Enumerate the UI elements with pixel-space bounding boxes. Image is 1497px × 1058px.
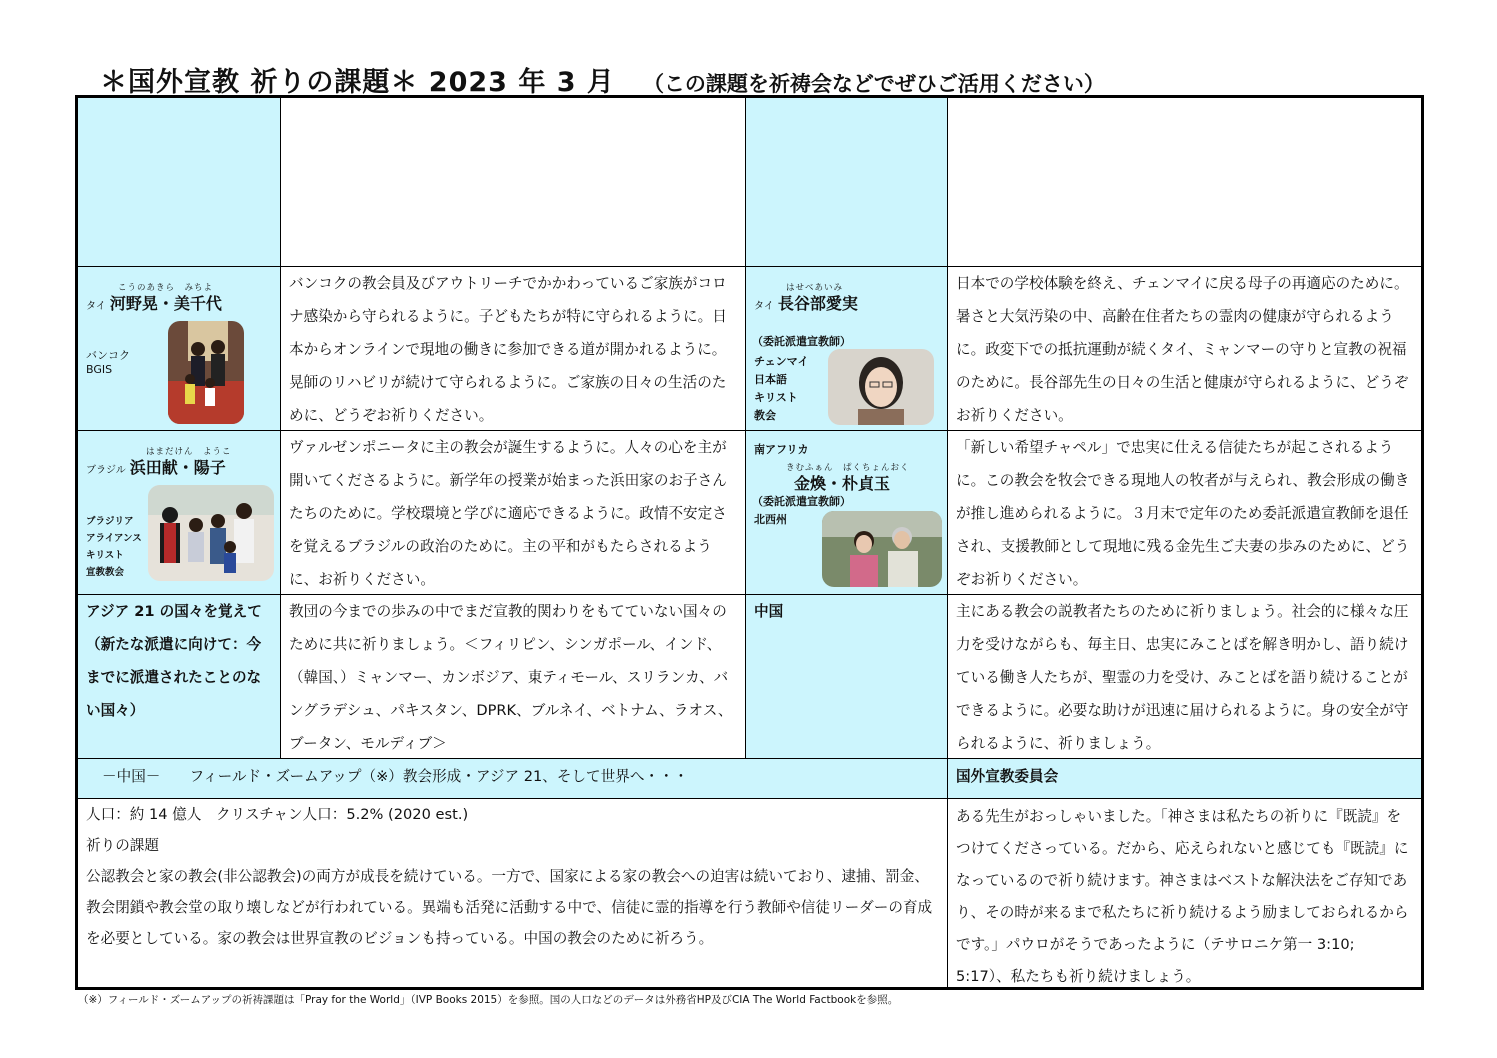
kono-place: バンコク BGIS [86,349,130,376]
field-zoomup-body [78,799,948,987]
hamada-name: 浜田献・陽子 [129,458,226,477]
title-main: ＊国外宣教 祈りの課題＊ 2023 年 3 月 [100,67,615,98]
prayer-topic-label: 祈りの課題 [86,837,159,854]
field-zoomup-heading: －中国－ フィールド・ズームアップ（※）教会形成・アジア 21、そして世界へ・・・ [78,759,948,799]
hasebe-role: （委託派遣宣教師） [752,335,851,348]
hasebe-place: チェンマイ 日本語 キリスト 教会 [754,355,809,422]
kim-place: 北西州 [754,513,787,526]
missionary-kim-cell [746,431,948,595]
hamada-family-photo [148,485,274,581]
hamada-place: ブラジリア アライアンス キリスト 宣教教会 [86,516,142,578]
blank-cell-1 [78,98,281,267]
kono-country: タイ [86,301,106,312]
hamada-country: ブラジル [86,465,126,476]
china-population: 人口：約 14 億人 クリスチャン人口：5.2% (2020 est.) [86,806,469,823]
footnote: （※）フィールド・ズームアップの祈祷課題は「Pray for the World」（IVP Books 2015）を参照。国の人口などのデータは外務省HP及びCIA The World Factbookを参照。 [78,994,899,1006]
hamada-prayer-text: ヴァルゼンポニータに主の教会が誕生するように。人々の心を主が開いてくださるように。新学年の授業が始まった浜田家のお子さんたちのために。学校環境と学びに適応できるように。政情不安定さを覚えるブラジルの政治のために。主の平和がもたらされるように、お祈りください。 [281,431,746,595]
hasebe-photo [828,349,934,425]
kim-prayer-text: 「新しい希望チャペル」で忠実に仕える信徒たちが起こされるように。この教会を牧会できる現地人の牧者が与えられ、教会形成の働きが推し進められるように。３月末で定年のため委託派遣宣教師を退任され、支援教師として現地に残る金先生ご夫妻の歩みのために、どうぞお祈りください。 [948,431,1421,595]
kono-prayer-text: バンコクの教会員及びアウトリーチでかかわっているご家族がコロナ感染から守られるように。子どもたちが特に守られるように。日本からオンラインで現地の働きに参加できる道が開かれるように。晃師のリハビリが続けて守られるように。ご家族の日々の生活のために、どうぞお祈りください。 [281,267,746,431]
missionary-hasebe-cell [746,267,948,431]
missionary-kono-cell [78,267,281,431]
kim-name: 金煥・朴貞玉 [794,474,891,493]
blank-cell-3 [746,98,948,267]
hasebe-prayer-text: 日本での学校体験を終え、チェンマイに戻る母子の再適応のために。暑さと大気汚染の中、高齢在住者たちの霊肉の健康が守られるように。政変下での抵抗運動が続くタイ、ミャンマーの守りと宣教の祝福のために。長谷部先生の日々の生活と健康が守られるように、どうぞお祈りください。 [948,267,1421,431]
title-subtitle: （この課題を祈祷会などでぜひご活用ください） [642,72,1105,96]
blank-cell-4 [948,98,1421,267]
missionary-hamada-cell [78,431,281,595]
blank-cell-2 [281,98,746,267]
hasebe-name: 長谷部愛実 [777,294,858,313]
china-prayer-body: 公認教会と家の教会(非公認教会)の両方が成長を続けている。一方で、国家による家の教会への迫害は続いており、逮捕、罰金、教会閉鎖や教会堂の取り壊しなどが行われている。異端も活発に活動する中で、信徒に霊的指導を行う教師や信徒リーダーの育成を必要としている。家の教会は世界宣教のビジョンも持っている。中国の教会のために祈ろう。 [86,868,933,947]
hamada-name-line [86,455,226,478]
page-title [100,60,1105,98]
asia21-label: アジア 21 の国々を覚えて（新たな派遣に向けて：今までに派遣されたことのない国々） [78,595,281,759]
asia21-prayer-text: 教団の今までの歩みの中でまだ宣教的関わりをもてていない国々のために共に祈りましょう。＜フィリピン、シンガポール、インド、（韓国、）ミャンマー、カンボジア、東ティモール、スリランカ、バングラデシュ、パキスタン、DPRK、ブルネイ、ベトナム、ラオス、ブータン、モルディブ＞ [281,595,746,759]
china-label: 中国 [746,595,948,759]
kim-role: （委託派遣宣教師） [752,495,851,508]
hasebe-country: タイ [754,301,774,312]
kim-ruby: きむふぁん ぱくちょんおく [786,463,910,473]
kono-name: 河野晃・美千代 [109,294,222,313]
kono-family-photo [168,321,244,424]
kono-ruby: こうのあきら みちよ [118,283,214,293]
china-prayer-text: 主にある教会の説教者たちのために祈りましょう。社会的に様々な圧力を受けながらも、毎主日、忠実にみことばを解き明かし、語り続けている働き人たちが、聖霊の力を受け、みことばを語り続けることができるように。必要な助けが迅速に届けられるように。身の安全が守られるように、祈りましょう。 [948,595,1421,759]
prayer-table [75,95,1424,990]
hamada-ruby: はまだけん ようこ [146,447,232,457]
kim-country: 南アフリカ [754,443,809,456]
kim-couple-photo [822,511,942,587]
hasebe-name-line [754,291,858,314]
hasebe-ruby: はせべあいみ [786,283,844,293]
kono-name-line [86,291,222,314]
committee-heading: 国外宣教委員会 [948,759,1421,799]
committee-message: ある先生がおっしゃいました。「神さまは私たちの祈りに『既読』をつけてくださっている。だから、応えられないと感じても『既読』になっているので祈り続けます。神さまはベストな解決法をご存知であり、その時が来るまで私たちに祈り続けるよう励ましておられるからです。」パウロがそうであったように（テサロニケ第一 3:10; 5:17）、私たちも祈り続けましょう。 [956,808,1409,985]
